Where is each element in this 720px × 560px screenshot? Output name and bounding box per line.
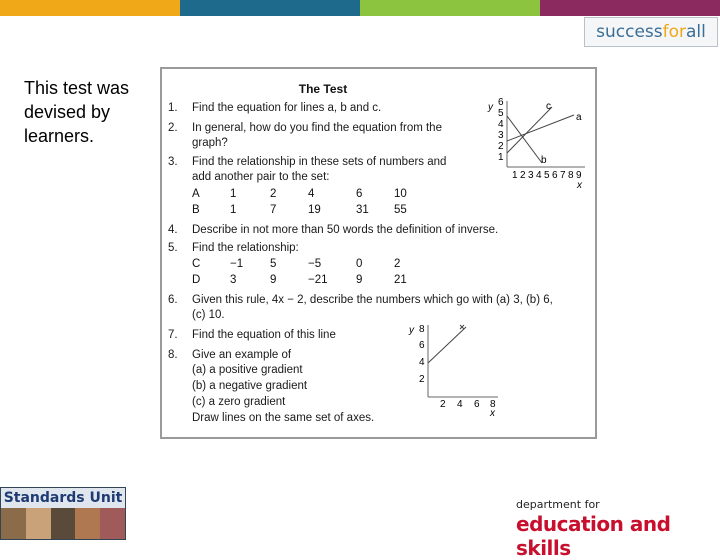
bar-segment-green <box>360 0 540 16</box>
worksheet-title: The Test <box>298 82 348 96</box>
graph1-x-tick-9: 9 <box>576 170 582 181</box>
top-color-bar <box>0 0 720 16</box>
graph2-y-tick-6: 6 <box>419 340 425 351</box>
graph1-x-tick-4: 4 <box>536 170 542 181</box>
photo-5 <box>100 508 125 539</box>
graph2-y-label: y <box>409 325 414 336</box>
graph2-x-label: x <box>490 408 495 419</box>
graph-single-line <box>402 319 502 419</box>
graph1-label-a: a <box>576 112 582 123</box>
graph2-x-tick-8: 8 <box>490 399 496 410</box>
graph2-x-tick-4: 4 <box>457 399 463 410</box>
graph1-x-tick-5: 5 <box>544 170 550 181</box>
graph1-x-tick-1: 1 <box>512 170 518 181</box>
slide-caption: This test was devised by learners. <box>24 78 130 146</box>
graph1-x-tick-7: 7 <box>560 170 566 181</box>
graph1-label-b: b <box>541 155 547 166</box>
successforall-logo <box>584 17 718 47</box>
photo-1 <box>1 508 26 539</box>
logo-part-3: all <box>686 22 706 42</box>
graph1-y-tick-2: 2 <box>498 141 504 152</box>
dfes-logo <box>516 498 716 560</box>
graph-lines-abc <box>480 97 592 193</box>
graph2-y-tick-2: 2 <box>419 374 425 385</box>
logo-part-2: for <box>662 22 686 42</box>
graph1-x-tick-6: 6 <box>552 170 558 181</box>
graph2-y-tick-8: 8 <box>419 324 425 335</box>
bar-segment-plum <box>540 0 720 16</box>
standards-unit-photos <box>1 508 125 539</box>
graph1-y-tick-6: 6 <box>498 97 504 108</box>
test-worksheet: The Test 1. Find the equation for lines a, b and c. 2. In general, how do you find the equation from the graph? 3. Find the relationship in these sets of numbers and add another pair to the set: A 1 2 4 6 10 B 1 7 19 31 55 4. Describe in not more than 50 words the definition of inverse. 5. Find the relationship: C −1 5 −5 0 2 D 3 9 −21 9 21 6. Given this rule, 4x − 2, describe the numbers which go with (a) 3, (b) 6, (c) 10. 7. Find the equation of this line 8. Give an example of (a) a positive gradient (b) a negative gradient (c) a zero gradient Draw lines on the same set of axes. y 1 2 3 4 5 6 1 2 3 4 5 6 7 8 9 x a b c y 2 4 6 8 2 4 6 8 x <box>160 67 597 439</box>
graph1-y-tick-5: 5 <box>498 108 504 119</box>
graph2-x-tick-6: 6 <box>474 399 480 410</box>
graph1-y-label: y <box>488 102 493 113</box>
standards-unit-logo <box>0 487 126 540</box>
photo-3 <box>51 508 76 539</box>
graph1-x-tick-2: 2 <box>520 170 526 181</box>
graph2-line <box>428 327 466 363</box>
graph1-y-tick-1: 1 <box>498 152 504 163</box>
bar-segment-orange <box>0 0 180 16</box>
bar-segment-teal <box>180 0 360 16</box>
graph1-x-tick-3: 3 <box>528 170 534 181</box>
graph1-x-label: x <box>577 180 582 191</box>
dfes-small-text: department for <box>516 498 600 511</box>
standards-unit-title: Standards Unit <box>1 488 125 508</box>
graph2-y-tick-4: 4 <box>419 357 425 368</box>
photo-4 <box>75 508 100 539</box>
graph1-y-tick-3: 3 <box>498 130 504 141</box>
graph1-y-tick-4: 4 <box>498 119 504 130</box>
graph1-x-tick-8: 8 <box>568 170 574 181</box>
photo-2 <box>26 508 51 539</box>
logo-part-1: success <box>596 22 663 42</box>
dfes-big-text: education and skills <box>516 512 671 560</box>
graph2-x-tick-2: 2 <box>440 399 446 410</box>
graph1-label-c: c <box>546 101 551 112</box>
